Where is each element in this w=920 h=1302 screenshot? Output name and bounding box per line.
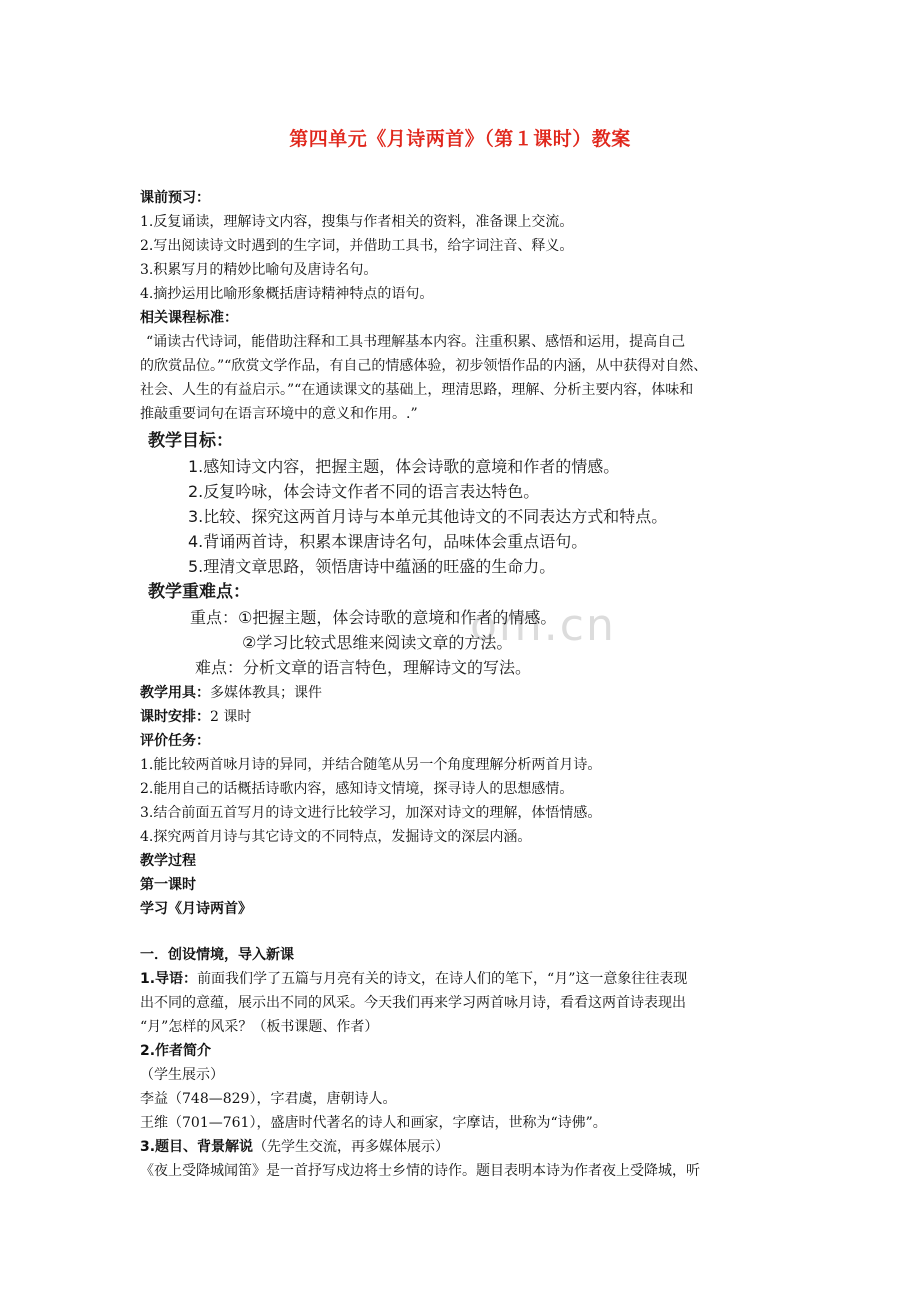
schedule-value: 2 课时 bbox=[210, 709, 252, 725]
evaluation-heading: 评价任务： bbox=[140, 733, 210, 749]
author-heading: 2.作者简介 bbox=[140, 1043, 212, 1059]
preview-item: 2.写出阅读诗文时遇到的生字词，并借助工具书，给字词注音、释义。 bbox=[140, 238, 574, 254]
author-note: （学生展示） bbox=[140, 1067, 224, 1083]
standard-line: 推敲重要词句在语言环境中的意义和作用。.” bbox=[140, 406, 418, 422]
tools-value: 多媒体教具；课件 bbox=[210, 685, 322, 701]
tools-line bbox=[140, 681, 790, 705]
background-text: 《夜上受降城闻笛》是一首抒写戍边将士乡情的诗作。题目表明本诗为作者夜上受降城，听 bbox=[140, 1163, 700, 1179]
preview-item: 3.积累写月的精妙比喻句及唐诗名句。 bbox=[140, 262, 378, 278]
background-label: 3.题目、背景解说 bbox=[140, 1139, 254, 1155]
goal-item: 5.理清文章思路，领悟唐诗中蕴涵的旺盛的生命力。 bbox=[188, 557, 556, 576]
preview-item: 4.摘抄运用比喻形象概括唐诗精神特点的语句。 bbox=[140, 286, 434, 302]
evaluation-item: 2.能用自己的话概括诗歌内容，感知诗文情境，探寻诗人的思想感情。 bbox=[140, 781, 574, 797]
preview-item: 1.反复诵读，理解诗文内容，搜集与作者相关的资料，准备课上交流。 bbox=[140, 214, 574, 230]
tools-label: 教学用具： bbox=[140, 685, 210, 701]
standard-heading: 相关课程标准： bbox=[140, 310, 238, 326]
document-title: 第四单元《月诗两首》（第１课时）教案 bbox=[289, 128, 631, 150]
author-line: 王维（701—761），盛唐时代著名的诗人和画家，字摩诘，世称为“诗佛”。 bbox=[140, 1115, 607, 1131]
intro-line: “月”怎样的风采？（板书课题、作者） bbox=[140, 1019, 379, 1035]
goal-item: 1.感知诗文内容，把握主题，体会诗歌的意境和作者的情感。 bbox=[188, 457, 620, 476]
watermark: om.cn bbox=[470, 600, 616, 651]
key-point: ②学习比较式思维来阅读文章的方法。 bbox=[242, 633, 513, 652]
difficult-point: 难点：分析文章的语言特色，理解诗文的写法。 bbox=[195, 658, 532, 677]
background-note: （先学生交流，再多媒体展示） bbox=[253, 1139, 450, 1155]
intro-text: 前面我们学了五篇与月亮有关的诗文，在诗人们的笔下，“月”这一意象往往表现 bbox=[197, 971, 688, 987]
goal-item: 3.比较、探究这两首月诗与本单元其他诗文的不同表达方式和特点。 bbox=[188, 507, 668, 526]
standard-line: 的欣赏品位。”“欣赏文学作品，有自己的情感体验，初步领悟作品的内涵，从中获得对自然、 bbox=[140, 358, 708, 374]
evaluation-item: 1.能比较两首咏月诗的异同，并结合随笔从另一个角度理解分析两首月诗。 bbox=[140, 757, 602, 773]
key-point: 重点：①把握主题，体会诗歌的意境和作者的情感。 bbox=[190, 608, 557, 627]
process-heading: 教学过程 bbox=[140, 853, 196, 869]
intro-line bbox=[140, 967, 790, 991]
standard-line: 社会、人生的有益启示。”“在通读课文的基础上，理清思路，理解、分析主要内容，体味和 bbox=[140, 382, 694, 398]
intro-label: 1.导语： bbox=[140, 971, 198, 987]
preview-heading: 课前预习： bbox=[140, 190, 210, 206]
spacer bbox=[140, 921, 790, 943]
schedule-label: 课时安排： bbox=[140, 709, 210, 725]
evaluation-item: 3.结合前面五首写月的诗文进行比较学习，加深对诗文的理解，体悟情感。 bbox=[140, 805, 602, 821]
document-body bbox=[140, 186, 790, 1183]
section1-heading: 一．创设情境，导入新课 bbox=[140, 947, 294, 963]
topic-heading: 学习《月诗两首》 bbox=[140, 901, 252, 917]
goals-section bbox=[140, 428, 790, 681]
keypoints-heading: 教学重难点： bbox=[148, 582, 250, 602]
schedule-line bbox=[140, 705, 790, 729]
evaluation-item: 4.探究两首月诗与其它诗文的不同特点，发掘诗文的深层内涵。 bbox=[140, 829, 532, 845]
standard-line: “诵读古代诗词，能借助注释和工具书理解基本内容。注重积累、感悟和运用，提高自己 bbox=[146, 334, 686, 350]
goal-item: 4.背诵两首诗，积累本课唐诗名句，品味体会重点语句。 bbox=[188, 532, 588, 551]
intro-line: 出不同的意蕴，展示出不同的风采。今天我们再来学习两首咏月诗，看看这两首诗表现出 bbox=[140, 995, 686, 1011]
author-line: 李益（748—829），字君虞，唐朝诗人。 bbox=[140, 1091, 397, 1107]
goal-item: 2.反复吟咏，体会诗文作者不同的语言表达特色。 bbox=[188, 482, 540, 501]
goals-heading: 教学目标： bbox=[148, 431, 233, 451]
background-line bbox=[140, 1135, 790, 1159]
lesson-heading: 第一课时 bbox=[140, 877, 196, 893]
